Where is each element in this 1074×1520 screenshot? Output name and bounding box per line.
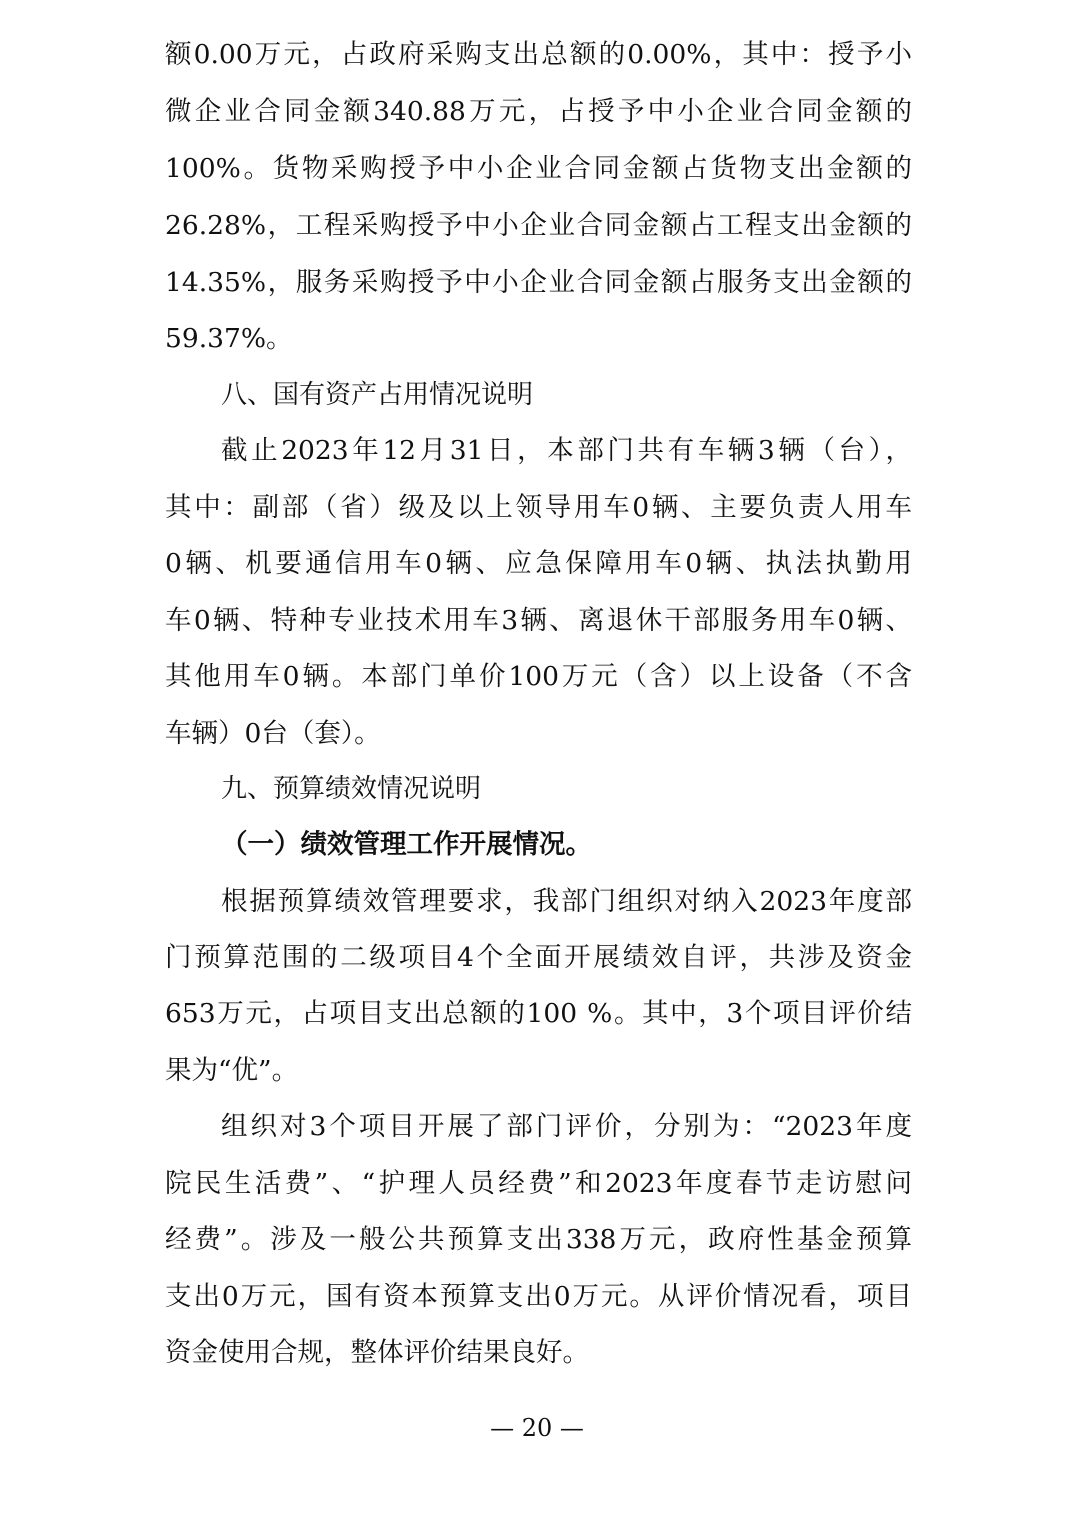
paragraph-line: 果为“优”。 (165, 1055, 299, 1086)
paragraph-line: 59.37%。 (165, 323, 293, 354)
paragraph-line: 100%。货物采购授予中小企业合同金额占货物支出金额的 (165, 153, 912, 184)
paragraph-line: 截止2023年12月31日，本部门共有车辆3辆（台）， (221, 435, 912, 466)
paragraph-line: 车辆）0台（套）。 (165, 718, 381, 749)
section-heading: 八、国有资产占用情况说明 (221, 380, 534, 410)
paragraph-line: 微企业合同金额340.88万元，占授予中小企业合同金额的 (165, 96, 912, 127)
paragraph-line: 26.28%，工程采购授予中小企业合同金额占工程支出金额的 (165, 210, 912, 241)
paragraph-line: 其他用车0辆。本部门单价100万元（含）以上设备（不含 (165, 661, 912, 692)
paragraph-line: 车0辆、特种专业技术用车3辆、离退休干部服务用车0辆、 (165, 605, 912, 636)
paragraph-line: 653万元，占项目支出总额的100 %。其中，3个项目评价结 (165, 998, 912, 1029)
paragraph-line: 门预算范围的二级项目4个全面开展绩效自评，共涉及资金 (165, 942, 912, 973)
paragraph-line: 其中：副部（省）级及以上领导用车0辆、主要负责人用车 (165, 492, 912, 523)
section-heading: 九、预算绩效情况说明 (221, 774, 482, 804)
paragraph-line: 资金使用合规，整体评价结果良好。 (165, 1337, 589, 1368)
paragraph-line: 院民生活费”、“护理人员经费”和2023年度春节走访慰问 (165, 1168, 912, 1199)
paragraph-line: 经费”。涉及一般公共预算支出338万元，政府性基金预算 (165, 1224, 912, 1255)
paragraph-line: 组织对3个项目开展了部门评价，分别为：“2023年度 (221, 1111, 912, 1142)
paragraph-line: 14.35%，服务采购授予中小企业合同金额占服务支出金额的 (165, 267, 912, 298)
paragraph-line: 根据预算绩效管理要求，我部门组织对纳入2023年度部 (221, 886, 912, 917)
subsection-heading: （一）绩效管理工作开展情况。 (221, 829, 592, 860)
paragraph-line: 额0.00万元，占政府采购支出总额的0.00%，其中：授予小 (165, 39, 912, 70)
page-number: — 20 — (490, 1414, 584, 1442)
paragraph-line: 0辆、机要通信用车0辆、应急保障用车0辆、执法执勤用 (165, 548, 912, 579)
paragraph-line: 支出0万元，国有资本预算支出0万元。从评价情况看，项目 (165, 1281, 912, 1312)
